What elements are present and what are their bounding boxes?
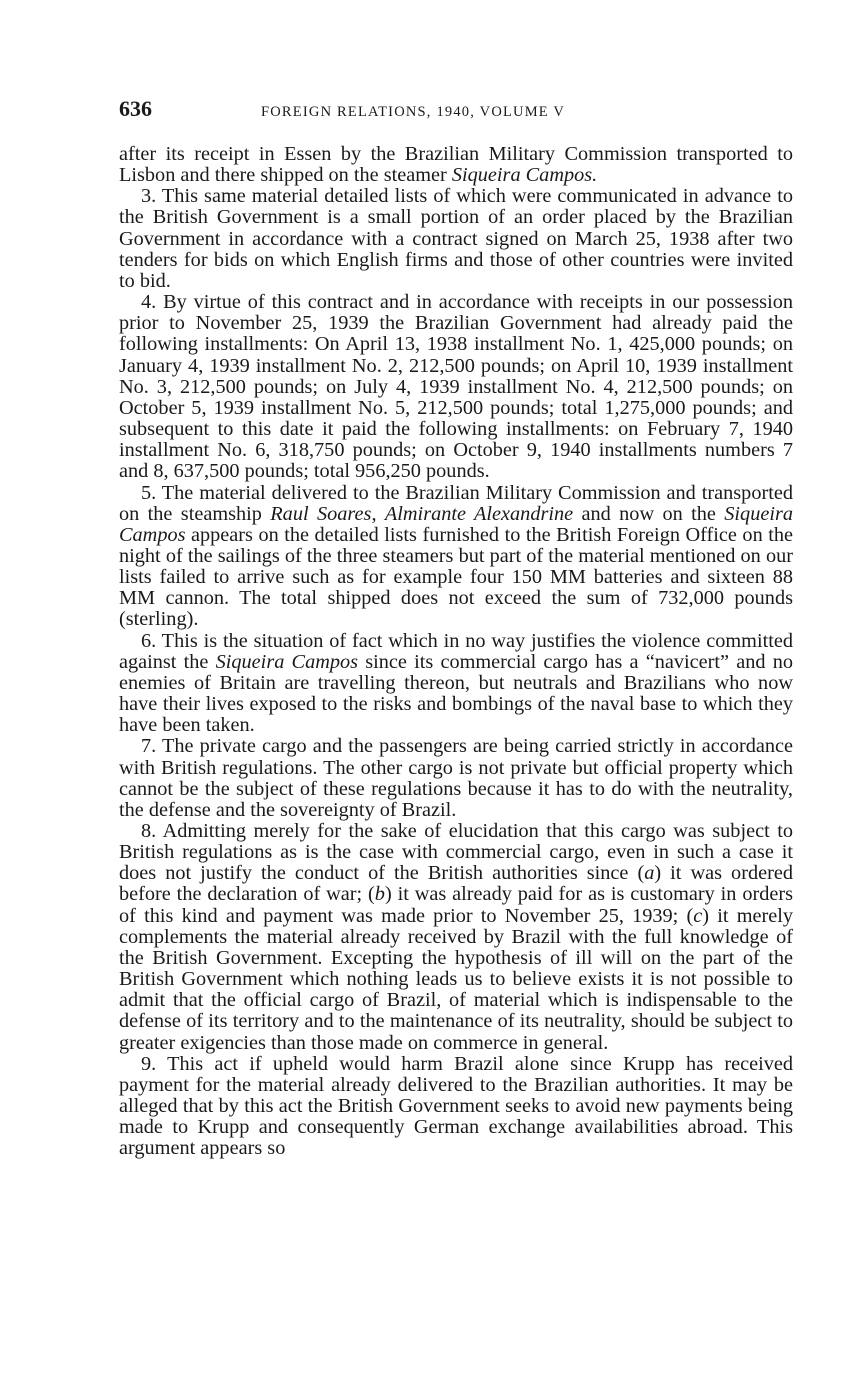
body-text [119, 144, 793, 1160]
paragraph-continuation: after its receipt in Essen by the Brazilian Military Commission transported to Lisbon and there shipped on the steamer Siqueira Campos. [119, 143, 793, 187]
paragraph-7: 7. The private cargo and the passengers are being carried strictly in accordance with British regulations. The other cargo is not private but official property which cannot be the subject of these regulations because it has to do with the neutrality, the defense and the sovereignty of Brazil. [119, 735, 793, 821]
list-marker: c [693, 904, 703, 927]
ship-name: Siqueira Campos [119, 502, 794, 546]
ship-name: Siqueira Campos [215, 650, 359, 673]
list-marker: a [644, 862, 655, 885]
list-marker: b [374, 883, 385, 906]
ship-name: Almirante Alexandrine [384, 502, 574, 525]
paragraph-3: 3. This same material detailed lists of which were communicated in advance to the British Government is a small portion of an order placed by the Brazilian Government in accordance with a contract signed on March 25, 1938 after two tenders for bids on which English firms and those of other countries were invited to bid. [119, 185, 793, 292]
running-title: FOREIGN RELATIONS, 1940, VOLUME V [261, 104, 566, 120]
ship-name: Raul Soares [270, 502, 372, 525]
running-head [119, 96, 793, 144]
paragraph-8: 8. Admitting merely for the sake of elucidation that this cargo was subject to British regulations as is the case with commercial cargo, even in such a case it does not justify the conduct of the British authorities since (a) it was ordered before the declaration of war; (b) it was already paid for as is customary in orders of this kind and payment was made prior to November 25, 1939; (c) it merely complements the material already received by Brazil with the full knowledge of the British Government. Excepting the hypothesis of ill will on the part of the British Government which nothing leads us to believe exists it is not possible to admit that the official cargo of Brazil, of material which is indispensable to the defense of its territory and to the maintenance of its neutrality, should be subject to greater exigencies than those made on commerce in general. [119, 820, 793, 1054]
page-number: 636 [119, 96, 152, 121]
paragraph-4: 4. By virtue of this contract and in accordance with receipts in our possession prior to November 25, 1939 the Brazilian Government had already paid the following installments: On April 13, 1938 installment No. 1, 425,000 pounds; on January 4, 1939 installment No. 2, 212,500 pounds; on April 10, 1939 installment No. 3, 212,500 pounds; on July 4, 1939 installment No. 4, 212,500 pounds; on October 5, 1939 installment No. 5, 212,500 pounds; total 1,275,000 pounds; and subsequent to this date it paid the following installments: on February 7, 1940 installment No. 6, 318,750 pounds; on October 9, 1940 installments numbers 7 and 8, 637,500 pounds; total 956,250 pounds. [119, 291, 793, 483]
paragraph-9: 9. This act if upheld would harm Brazil alone since Krupp has received payment for the material already delivered to the Brazilian authorities. It may be alleged that by this act the British Government seeks to avoid new payments being made to Krupp and consequently German exchange availabilities abroad. This argument appears so [119, 1052, 793, 1160]
paragraph-5: 5. The material delivered to the Brazilian Military Commission and transported on the steamship Raul Soares, Almirante Alexandrine and now on the Siqueira Campos appears on the detailed lists furnished to the British Foreign Office on the night of the sailings of the three steamers but part of the material mentioned on our lists failed to arrive such as for example four 150 MM batteries and sixteen 88 MM cannon. The total shipped does not exceed the sum of 732,000 pounds (sterling). [119, 481, 794, 631]
ship-name: Siqueira Campos. [451, 164, 598, 187]
paragraph-6: 6. This is the situation of fact which in no way justifies the violence committed against the Siqueira Campos since its commercial cargo has a “navicert” and no enemies of Britain are travelling thereon, but neutrals and Brazilians who now have their lives exposed to the risks and bombings of the naval base to which they have been taken. [119, 629, 793, 737]
